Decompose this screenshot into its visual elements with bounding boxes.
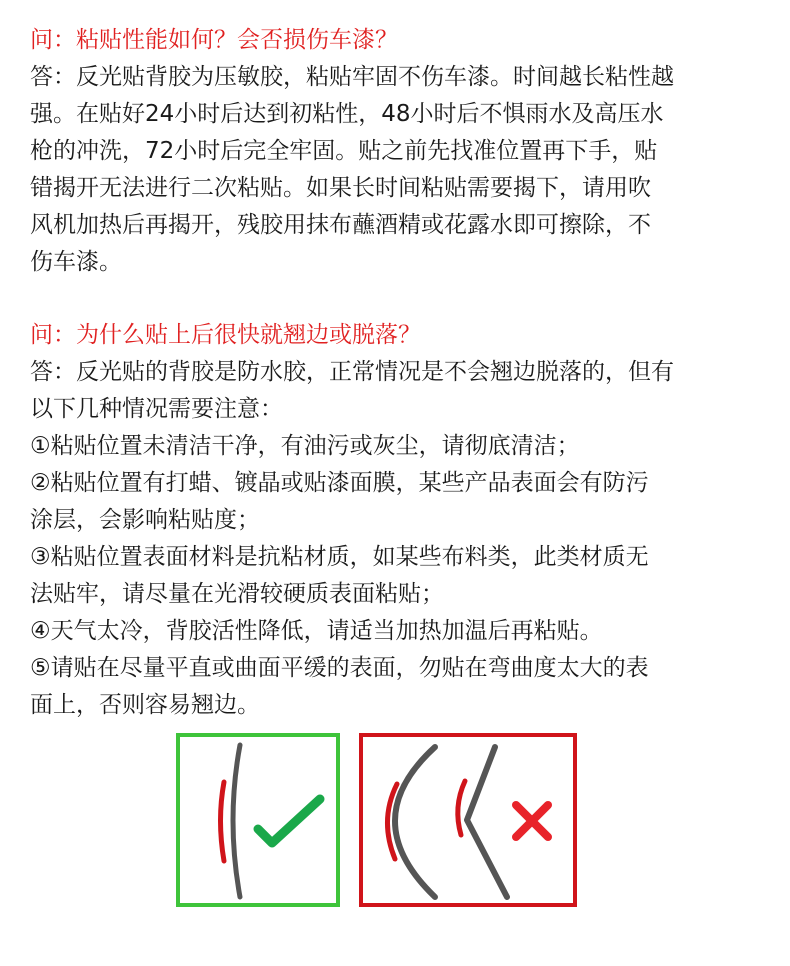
faq-answer-2 bbox=[30, 354, 770, 724]
answer-line: ④天气太冷，背胶活性降低，请适当加热加温后再粘贴。 bbox=[30, 618, 603, 644]
answer-line: 答：反光贴背胶为压敏胶，粘贴牢固不伤车漆。时间越长粘性越 bbox=[30, 64, 674, 90]
wrong-example-box bbox=[359, 733, 577, 907]
surface-curve bbox=[395, 747, 435, 897]
faq-question-1: 问：粘贴性能如何？会否损伤车漆？ bbox=[30, 27, 398, 53]
answer-line: 以下几种情况需要注意： bbox=[30, 396, 283, 422]
cross-icon bbox=[516, 805, 548, 837]
curvature-illustrations bbox=[176, 733, 578, 913]
answer-line: 答：反光贴的背胶是防水胶，正常情况是不会翘边脱落的，但有 bbox=[30, 359, 674, 385]
answer-line: 伤车漆。 bbox=[30, 249, 122, 275]
checkmark-icon bbox=[258, 799, 320, 843]
answer-line: 涂层，会影响粘贴度； bbox=[30, 507, 260, 533]
faq-content bbox=[30, 22, 770, 724]
answer-line: 法贴牢，请尽量在光滑较硬质表面粘贴； bbox=[30, 581, 444, 607]
gentle-curve-illustration bbox=[180, 737, 336, 903]
surface-curve-sharp bbox=[467, 747, 507, 897]
faq-question-2: 问：为什么贴上后很快就翘边或脱落？ bbox=[30, 322, 421, 348]
sharp-curve-illustration bbox=[363, 737, 573, 903]
answer-line: 面上，否则容易翘边。 bbox=[30, 692, 260, 718]
sticker-strip-lifted bbox=[458, 781, 465, 835]
answer-line: 强。在贴好24小时后达到初粘性，48小时后不惧雨水及高压水 bbox=[30, 101, 664, 127]
answer-line: ①粘贴位置未清洁干净，有油污或灰尘，请彻底清洁； bbox=[30, 433, 580, 459]
answer-line: ⑤请贴在尽量平直或曲面平缓的表面，勿贴在弯曲度太大的表 bbox=[30, 655, 649, 681]
answer-line: ②粘贴位置有打蜡、镀晶或贴漆面膜，某些产品表面会有防污 bbox=[30, 470, 649, 496]
answer-line: ③粘贴位置表面材料是抗粘材质，如某些布料类，此类材质无 bbox=[30, 544, 649, 570]
faq-answer-1 bbox=[30, 59, 770, 281]
correct-example-box bbox=[176, 733, 340, 907]
answer-line: 枪的冲洗，72小时后完全牢固。贴之前先找准位置再下手，贴 bbox=[30, 138, 658, 164]
sticker-strip bbox=[221, 782, 225, 861]
section-spacer bbox=[30, 281, 770, 317]
answer-line: 风机加热后再揭开，残胶用抹布蘸酒精或花露水即可擦除，不 bbox=[30, 212, 651, 238]
answer-line: 错揭开无法进行二次粘贴。如果长时间粘贴需要揭下，请用吹 bbox=[30, 175, 651, 201]
surface-curve bbox=[233, 745, 240, 897]
